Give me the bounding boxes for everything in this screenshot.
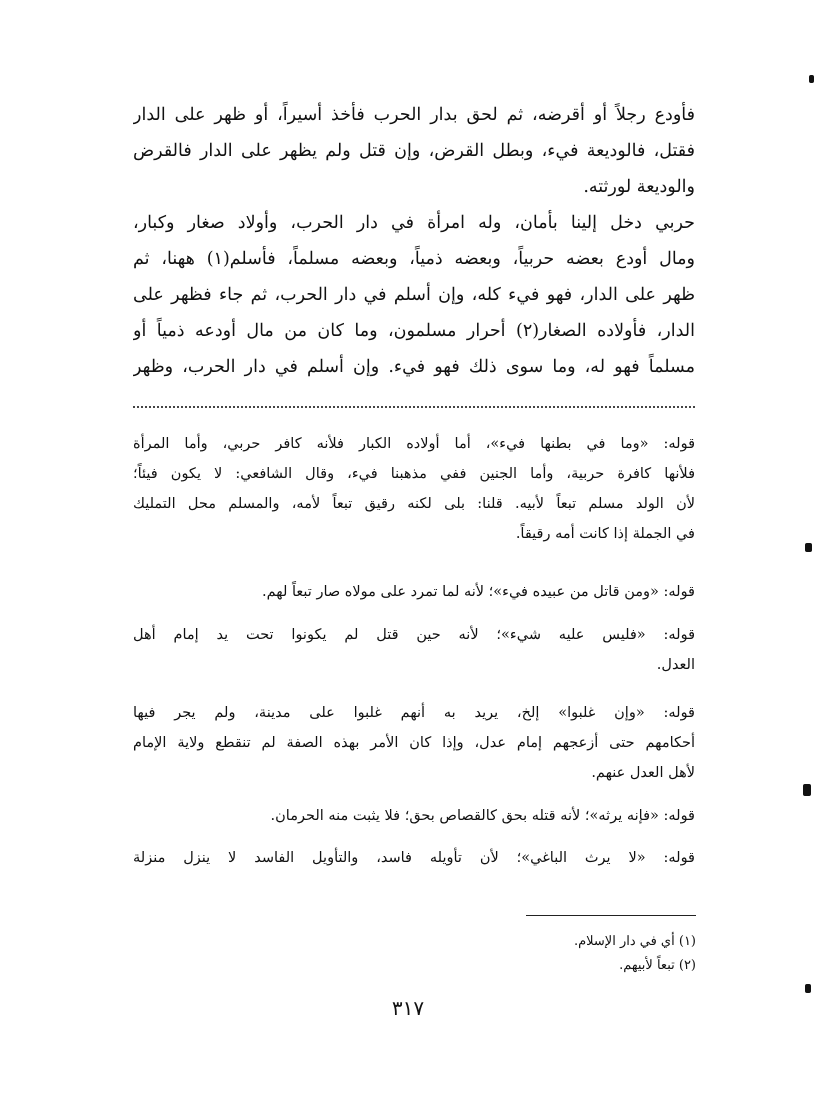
footnote-2: (٢) تبعاً لأبيهم. bbox=[619, 958, 696, 973]
main-paragraph-2 bbox=[133, 205, 695, 385]
text-line: ظهر على الدار، فهو فيء كله، وإن أسلم في دار الحرب، ثم جاء فظهر على bbox=[133, 285, 695, 305]
text-line: قوله: «وإن غلبوا» إلخ، يريد به أنهم غلبوا على مدينة، ولم يجر فيها bbox=[133, 705, 695, 721]
text-line: ومال أودع بعضه حربياً، وبعضه ذمياً، وبعضه مسلماً، فأسلم(١) ههنا، ثم bbox=[133, 249, 695, 269]
text-line: والوديعة لورثته. bbox=[583, 177, 695, 197]
text-line: الدار، فأولاده الصغار(٢) أحرار مسلمون، وما كان من مال أودعه ذمياً أو bbox=[133, 321, 695, 341]
text-line: حربي دخل إلينا بأمان، وله امرأة في دار الحرب، وأولاد صغار وكبار، bbox=[133, 213, 695, 233]
commentary-paragraph-3 bbox=[133, 620, 695, 680]
text-line: فقتل، فالوديعة فيء، وبطل القرض، وإن قتل ولم يظهر على الدار فالقرض bbox=[133, 141, 695, 161]
text-line: قوله: «فليس عليه شيء»؛ لأنه حين قتل لم يكونوا تحت يد إمام أهل bbox=[133, 627, 695, 643]
scan-speck bbox=[809, 75, 814, 83]
text-line: فأودع رجلاً أو أقرضه، ثم لحق بدار الحرب فأخذ أسيراً، أو ظهر على الدار bbox=[133, 105, 695, 125]
commentary-paragraph-5 bbox=[133, 801, 695, 831]
footnote-rule bbox=[526, 915, 696, 916]
text-line: العدل. bbox=[656, 657, 695, 673]
text-line: لأهل العدل عنهم. bbox=[591, 765, 695, 781]
footnote-1: (١) أي في دار الإسلام. bbox=[573, 934, 696, 949]
page-number: ٣١٧ bbox=[391, 996, 425, 1020]
text-line: قوله: «فإنه يرثه»؛ لأنه قتله بحق كالقصاص بحق؛ فلا يثبت منه الحرمان. bbox=[270, 808, 695, 824]
text-line: مسلماً فهو له، وما سوى ذلك فهو فيء. وإن أسلم في دار الحرب، وظهر bbox=[133, 357, 695, 377]
text-line: قوله: «وما في بطنها فيء»، أما أولاده الكبار فلأنه كافر حربي، وأما المرأة bbox=[133, 436, 695, 452]
commentary-paragraph-1 bbox=[133, 429, 695, 549]
text-line: قوله: «لا يرث الباغي»؛ لأن تأويله فاسد، والتأويل الفاسد لا ينزل منزلة bbox=[133, 850, 695, 866]
commentary-paragraph-6 bbox=[133, 843, 695, 873]
commentary-paragraph-4 bbox=[133, 698, 695, 788]
text-line: أحكامهم حتى أزعجهم إمام عدل، وإذا كان الأمر بهذه الصفة لم تنقطع ولاية الإمام bbox=[133, 735, 695, 751]
main-paragraph-1 bbox=[133, 97, 695, 205]
scan-speck bbox=[805, 543, 812, 552]
commentary-paragraph-2 bbox=[133, 577, 695, 607]
dotted-separator bbox=[133, 406, 695, 408]
scan-speck bbox=[803, 784, 811, 796]
text-line: لأن الولد مسلم تبعاً لأبيه. قلنا: بلى لكنه رقيق تبعاً لأمه، والمسلم محل التمليك bbox=[133, 496, 695, 512]
text-line: فلأنها كافرة حربية، وأما الجنين ففي مذهبنا فيء، وقال الشافعي: لا يكون فيئاً؛ bbox=[133, 466, 695, 482]
text-line: قوله: «ومن قاتل من عبيده فيء»؛ لأنه لما تمرد على مولاه صار تبعاً لهم. bbox=[262, 584, 695, 600]
text-line: في الجملة إذا كانت أمه رقيقاً. bbox=[515, 526, 695, 542]
scan-speck bbox=[805, 984, 811, 993]
footnotes bbox=[400, 930, 696, 978]
